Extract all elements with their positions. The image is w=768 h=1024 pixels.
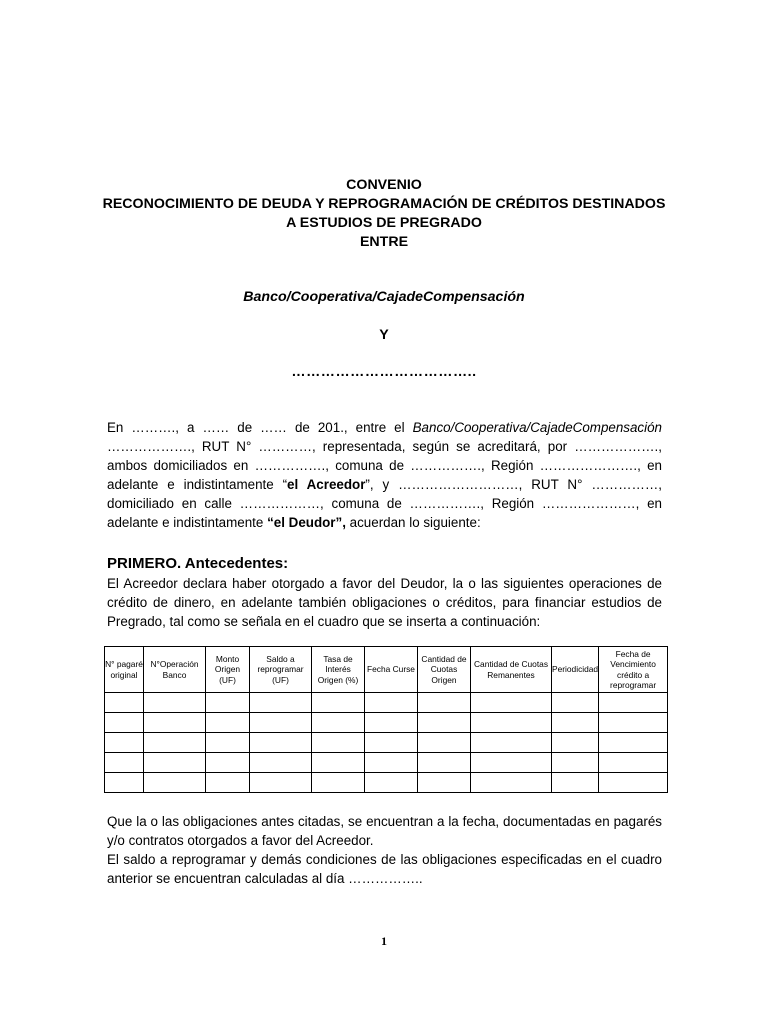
party-conjunction: Y [379,327,389,343]
col-header-operacion: N°Operación Banco [144,647,206,693]
table-cell [144,773,206,793]
col-header-cuotas-remanentes: Cantidad de Cuotas Remanentes [471,647,552,693]
table-cell [471,733,552,753]
table-cell [418,693,471,713]
table-header-row [105,647,668,693]
intro-acreedor-term: el Acreedor [287,477,366,492]
table-cell [105,713,144,733]
credit-operations-table [104,646,668,793]
table-cell [250,753,312,773]
table-cell [144,693,206,713]
title-line-subject-cont: A ESTUDIOS DE PREGRADO [286,215,482,231]
table-cell [365,713,418,733]
table-cell [418,773,471,793]
table-cell [418,733,471,753]
title-line-convenio: CONVENIO [346,177,422,193]
table-cell [312,693,365,713]
intro-paragraph [107,418,662,532]
intro-text: acuerdan lo siguiente: [345,515,481,530]
table-cell [144,753,206,773]
table-cell [599,733,668,753]
table-cell [250,713,312,733]
table-row [105,753,668,773]
section-primero-heading: PRIMERO. Antecedentes: [107,555,289,572]
table-cell [418,753,471,773]
intro-creditor-name: Banco/Cooperativa/CajadeCompensación [412,420,662,435]
title-line-entre: ENTRE [359,234,409,250]
col-header-saldo: Saldo a reprogramar (UF) [250,647,312,693]
intro-deudor-term: “el Deudor”, [267,515,346,530]
table-cell [552,733,599,753]
table-cell [206,733,250,753]
table-cell [206,693,250,713]
debtor-party-placeholder: ……………………………….. [291,364,477,380]
document-title [0,176,768,252]
table-cell [250,693,312,713]
table-cell [365,693,418,713]
table-cell [552,773,599,793]
table-cell [250,733,312,753]
table-cell [471,773,552,793]
page-number: 1 [381,934,387,948]
col-header-periodicidad: Periodicidad [552,647,599,693]
table-cell [206,753,250,773]
table-cell [144,733,206,753]
table-cell [105,773,144,793]
col-header-tasa: Tasa de Interés Origen (%) [312,647,365,693]
table-cell [312,713,365,733]
table-row [105,693,668,713]
table-cell [552,693,599,713]
table-cell [365,753,418,773]
table-cell [105,693,144,713]
table-cell [250,773,312,793]
table-row [105,713,668,733]
table-cell [206,773,250,793]
col-header-fecha-vencimiento: Fecha de Vencimiento crédito a reprogramar [599,647,668,693]
col-header-fecha-curse: Fecha Curse [365,647,418,693]
table-row [105,773,668,793]
table-row [105,733,668,753]
table-cell [599,773,668,793]
table-cell [312,733,365,753]
table-cell [418,713,471,733]
intro-text: ”, y ………………………, RUT N° ……………, domiciliado en calle ………………, comuna de ……………., Región …………………, en adelante e indistintamente [107,477,662,530]
closing-paragraph-saldo: El saldo a reprogramar y demás condiciones de las obligaciones especificadas en el cuadro anterior se encuentran calculadas al día …………….. [107,852,662,886]
section-primero-body: El Acreedor declara haber otorgado a favor del Deudor, la o las siguientes operaciones de crédito de dinero, en adelante también obligaciones o créditos, para financiar estudios de Pregrado, tal como se señala en el cuadro que se inserta a continuación: [107,576,662,629]
closing-paragraph-documentation: Que la o las obligaciones antes citadas, se encuentran a la fecha, documentadas en pagarés y/o contratos otorgados a favor del Acreedor. [107,814,662,848]
table-cell [599,693,668,713]
table-cell [471,713,552,733]
creditor-party-name: Banco/Cooperativa/CajadeCompensación [243,289,525,305]
table-cell [206,713,250,733]
table-cell [599,753,668,773]
table-cell [552,753,599,773]
table-cell [599,713,668,733]
table-cell [471,693,552,713]
intro-text: En ………., a …… de …… de 201., entre el [107,420,413,435]
col-header-cuotas-origen: Cantidad de Cuotas Origen [418,647,471,693]
table-cell [105,753,144,773]
col-header-pagare: N° pagaré original [105,647,144,693]
table-cell [105,733,144,753]
table-cell [471,753,552,773]
intro-text: ………………., RUT N° …………, representada, según se acreditará, por ………………., ambos domiciliados en ……………., comuna de ……………., Región …………………., en adelante e indistintamente “ [107,439,662,492]
col-header-monto-origen: Monto Origen (UF) [206,647,250,693]
closing-paragraphs [107,812,662,888]
table-cell [312,753,365,773]
table-cell [144,713,206,733]
table-cell [312,773,365,793]
table-cell [552,713,599,733]
table-cell [365,773,418,793]
title-line-subject: RECONOCIMIENTO DE DEUDA Y REPROGRAMACIÓN DE CRÉDITOS DESTINADOS [102,196,666,212]
table-cell [365,733,418,753]
